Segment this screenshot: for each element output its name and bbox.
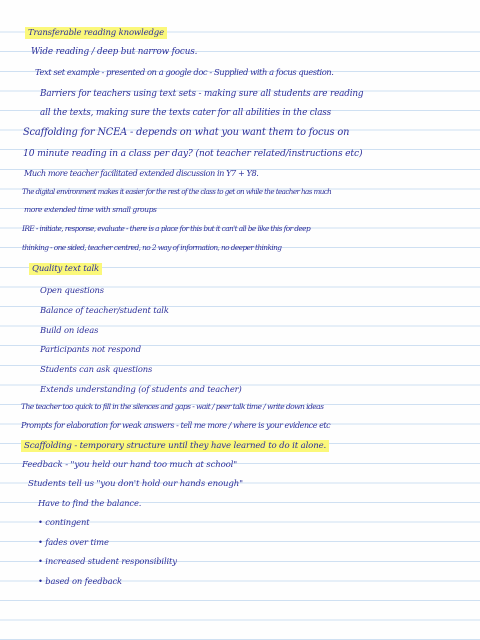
note-line: The teacher too quick to fill in the silences and gaps - wait / peer talk time / write down ideas [21, 402, 324, 411]
note-line: Feedback - "you held our hand too much at school" [22, 460, 238, 470]
note-line-scaffolding [22, 441, 328, 451]
bullet-item: • increased student responsibility [38, 556, 177, 566]
note-line: Prompts for elaboration for weak answers - tell me more / where is your evidence etc [21, 421, 331, 430]
bullet-item: • based on feedback [38, 576, 122, 586]
bullet-item: • contingent [38, 517, 90, 527]
heading-quality-text-talk [30, 264, 101, 274]
note-line: all the texts, making sure the texts cater for all abilities in the class [40, 108, 332, 118]
highlight: Scaffolding - temporary structure until they have learned to do it alone. [24, 441, 327, 451]
heading-transferable-reading [26, 28, 166, 38]
note-line: Balance of teacher/student talk [40, 305, 169, 315]
note-line: Have to find the balance. [38, 498, 142, 508]
note-line: Build on ideas [40, 325, 99, 335]
note-line: 10 minute reading in a class per day? (not teacher related/instructions etc) [23, 148, 363, 159]
note-line: more extended time with small groups [24, 205, 157, 214]
note-line: thinking - one sided, teacher centred, no 2 way of information, no deeper thinking [22, 243, 282, 252]
highlight: Transferable reading knowledge [28, 28, 164, 38]
note-line: Students can ask questions [40, 364, 153, 374]
note-line: Students tell us "you don't hold our hands enough" [28, 479, 243, 489]
note-line: Participants not respond [40, 344, 142, 354]
note-line: Wide reading / deep but narrow focus. [31, 47, 198, 57]
note-line: Text set example - presented on a google doc - Supplied with a focus question. [35, 67, 334, 77]
note-line: Much more teacher facilitated extended discussion in Y7 + Y8. [24, 168, 259, 178]
note-line: Extends understanding (of students and teacher) [40, 384, 242, 394]
note-line: The digital environment makes it easier for the rest of the class to get on while the teacher has much [22, 187, 332, 196]
note-line: IRE - initiate, response, evaluate - there is a place for this but it can't all be like this for deep [22, 224, 311, 233]
note-line: Barriers for teachers using text sets - making sure all students are reading [40, 89, 364, 99]
highlight: Quality text talk [32, 264, 100, 274]
note-line: Open questions [40, 285, 104, 295]
note-line: Scaffolding for NCEA - depends on what you want them to focus on [23, 127, 350, 138]
bullet-item: • fades over time [38, 537, 109, 547]
